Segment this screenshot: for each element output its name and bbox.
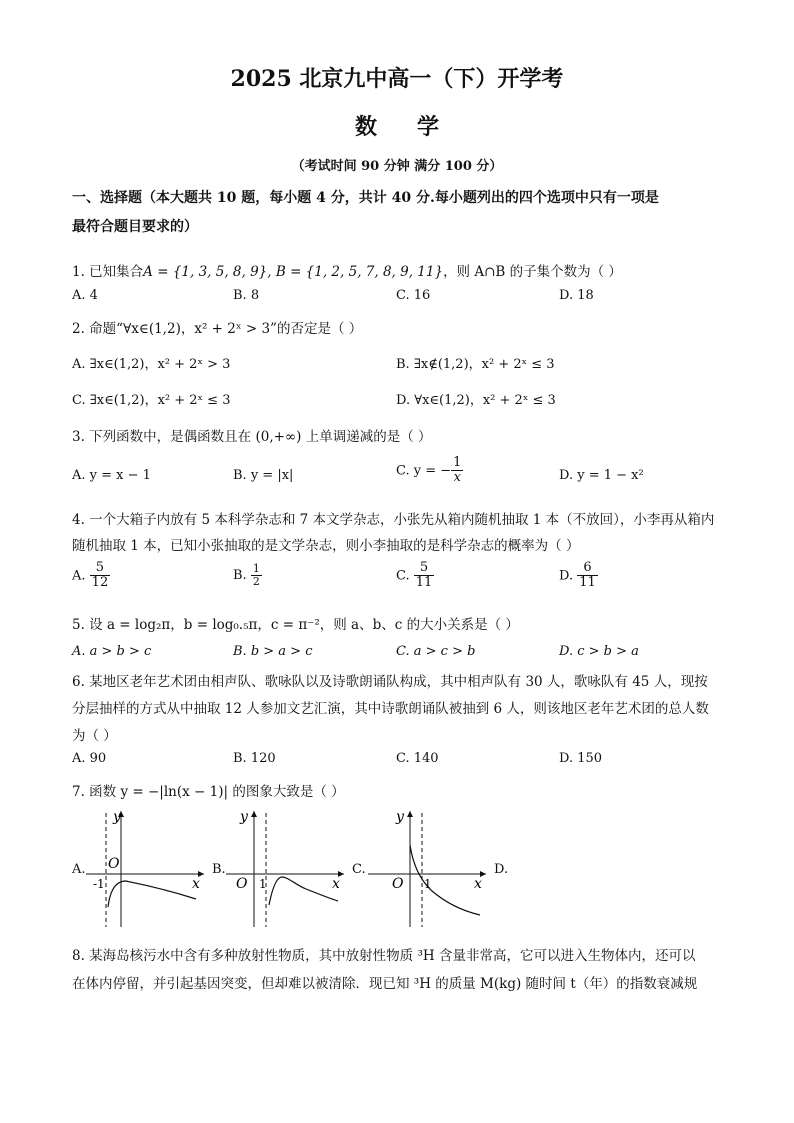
origin-label: O [392, 876, 404, 892]
q6-option-d[interactable]: D. 150 [559, 751, 603, 766]
curve [269, 877, 338, 905]
q3-option-d[interactable]: D. y = 1 − x² [559, 468, 644, 483]
q1-sets: A = {1, 3, 5, 8, 9}, B = {1, 2, 5, 7, 8, 9, 11} [143, 264, 444, 280]
q4-b-fraction [251, 563, 262, 588]
q2-option-d[interactable]: D. ∀x∈(1,2)，x² + 2ˣ ≤ 3 [396, 393, 556, 408]
q4-c-label: C. [396, 568, 410, 584]
y-label: y [113, 809, 121, 825]
q4-d-label: D. [559, 568, 574, 584]
q4-b-label: B. [233, 568, 247, 584]
q4-line1: 4. 一个大箱子内放有 5 本科学杂志和 7 本文学杂志，小张先从箱内随机抽取 1 本（不放回），小李再从箱内 [72, 512, 715, 528]
q7-label-a[interactable]: A. [72, 862, 86, 877]
q4-option-a[interactable] [72, 561, 110, 591]
x-label: x [474, 876, 482, 892]
q7-label-c[interactable]: C. [352, 862, 366, 877]
q4-option-b[interactable] [233, 563, 262, 588]
q4-a-label: A. [72, 568, 86, 584]
q5-option-b[interactable]: B. b > a > c [233, 644, 313, 659]
q3-option-b[interactable]: B. y = |x| [233, 468, 294, 483]
q4-d-num: 6 [577, 561, 598, 576]
q3-stem: 3. 下列函数中，是偶函数且在 (0,+∞) 上单调递减的是（ ） [72, 429, 432, 445]
q4-a-den: 12 [91, 575, 109, 591]
q4-option-d[interactable] [559, 561, 598, 591]
q4-b-den: 2 [252, 575, 260, 589]
q6-line2: 分层抽样的方式从中抽取 12 人参加文艺汇演，其中诗歌朗诵队被抽到 6 人，则该地区老年艺术团的总人数 [72, 701, 709, 717]
tick-label: 1 [424, 877, 432, 891]
page-title: 2025 北京九中高一（下）开学考 [230, 66, 564, 92]
curve [410, 845, 480, 915]
q8-line1: 8. 某海岛核污水中含有多种放射性物质，其中放射性物质 ³H 含量非常高，它可以进入生物体内，还可以 [72, 948, 696, 964]
q3-c-denominator: x [453, 470, 461, 486]
q2-option-a[interactable]: A. ∃x∈(1,2)，x² + 2ˣ > 3 [72, 357, 231, 372]
q1-option-c[interactable]: C. 16 [396, 288, 431, 303]
q4-option-c[interactable] [396, 561, 434, 591]
q6-line1: 6. 某地区老年艺术团由相声队、歌咏队以及诗歌朗诵队构成，其中相声队有 30 人，歌咏队有 45 人，现按 [72, 674, 708, 690]
q1-option-b[interactable]: B. 8 [233, 288, 260, 303]
q7-graph-c [368, 805, 492, 930]
q3-option-c-prefix: C. y = − [396, 463, 452, 479]
q6-option-a[interactable]: A. 90 [72, 751, 107, 766]
q7-label-d[interactable]: D. [494, 862, 509, 877]
q4-c-fraction [414, 561, 435, 591]
y-label: y [240, 809, 248, 825]
q4-c-den: 11 [415, 575, 433, 591]
q6-option-b[interactable]: B. 120 [233, 751, 276, 766]
q2-option-b[interactable]: B. ∃x∉(1,2)，x² + 2ˣ ≤ 3 [396, 357, 555, 372]
q7-stem: 7. 函数 y = −|ln(x − 1)| 的图象大致是（ ） [72, 784, 345, 800]
q2-stem: 2. 命题“∀x∈(1,2)，x² + 2ˣ > 3”的否定是（ ） [72, 321, 363, 337]
q4-b-num: 1 [252, 562, 260, 575]
q4-a-fraction [90, 561, 111, 591]
q1-pre: 1. 已知集合 [72, 264, 144, 280]
exam-note: （考试时间 90 分钟 满分 100 分） [291, 159, 503, 174]
q1-stem [72, 260, 622, 280]
q4-line2: 随机抽取 1 本，已知小张抽取的是文学杂志，则小李抽取的是科学杂志的概率为（ ） [72, 538, 580, 554]
y-label: y [396, 809, 404, 825]
q5-stem: 5. 设 a = log₂π，b = log₀.₅π，c = π⁻²，则 a、b、c 的大小关系是（ ） [72, 617, 519, 633]
q5-option-a[interactable]: A. a > b > c [72, 644, 152, 659]
q7-graph-b [226, 805, 350, 930]
subject-title: 数学 [354, 114, 479, 140]
q7-graph-a [86, 805, 210, 930]
q2-option-c[interactable]: C. ∃x∈(1,2)，x² + 2ˣ ≤ 3 [72, 393, 231, 408]
q3-c-numerator: 1 [453, 455, 462, 470]
q1-post: ，则 A∩B 的子集个数为（ ） [443, 264, 622, 280]
q6-line3: 为（ ） [72, 728, 117, 744]
origin-label: O [108, 856, 120, 872]
q6-option-c[interactable]: C. 140 [396, 751, 439, 766]
x-label: x [192, 876, 200, 892]
q3-option-c[interactable] [396, 456, 463, 486]
tick-label: -1 [93, 877, 105, 891]
q1-option-d[interactable]: D. 18 [559, 288, 594, 303]
x-label: x [332, 876, 340, 892]
q8-line2: 在体内停留，并引起基因突变，但却难以被清除．现已知 ³H 的质量 M(kg) 随时间 t（年）的指数衰减规 [72, 976, 698, 992]
section-heading-line2: 最符合题目要求的） [72, 219, 198, 235]
q3-option-c-fraction [451, 456, 463, 486]
q5-option-d[interactable]: D. c > b > a [559, 644, 639, 659]
tick-label: 1 [259, 877, 267, 891]
q7-label-b[interactable]: B. [212, 862, 226, 877]
section-heading-line1: 一、选择题（本大题共 10 题，每小题 4 分，共计 40 分.每小题列出的四个选项中只有一项是 [72, 190, 659, 206]
origin-label: O [236, 876, 248, 892]
q4-c-num: 5 [414, 561, 435, 576]
q4-a-num: 5 [90, 561, 111, 576]
q4-d-den: 11 [579, 575, 596, 591]
q5-option-c[interactable]: C. a > c > b [396, 644, 476, 659]
q4-d-fraction [577, 561, 598, 591]
q1-option-a[interactable]: A. 4 [72, 288, 98, 303]
q3-option-a[interactable]: A. y = x − 1 [72, 468, 151, 483]
